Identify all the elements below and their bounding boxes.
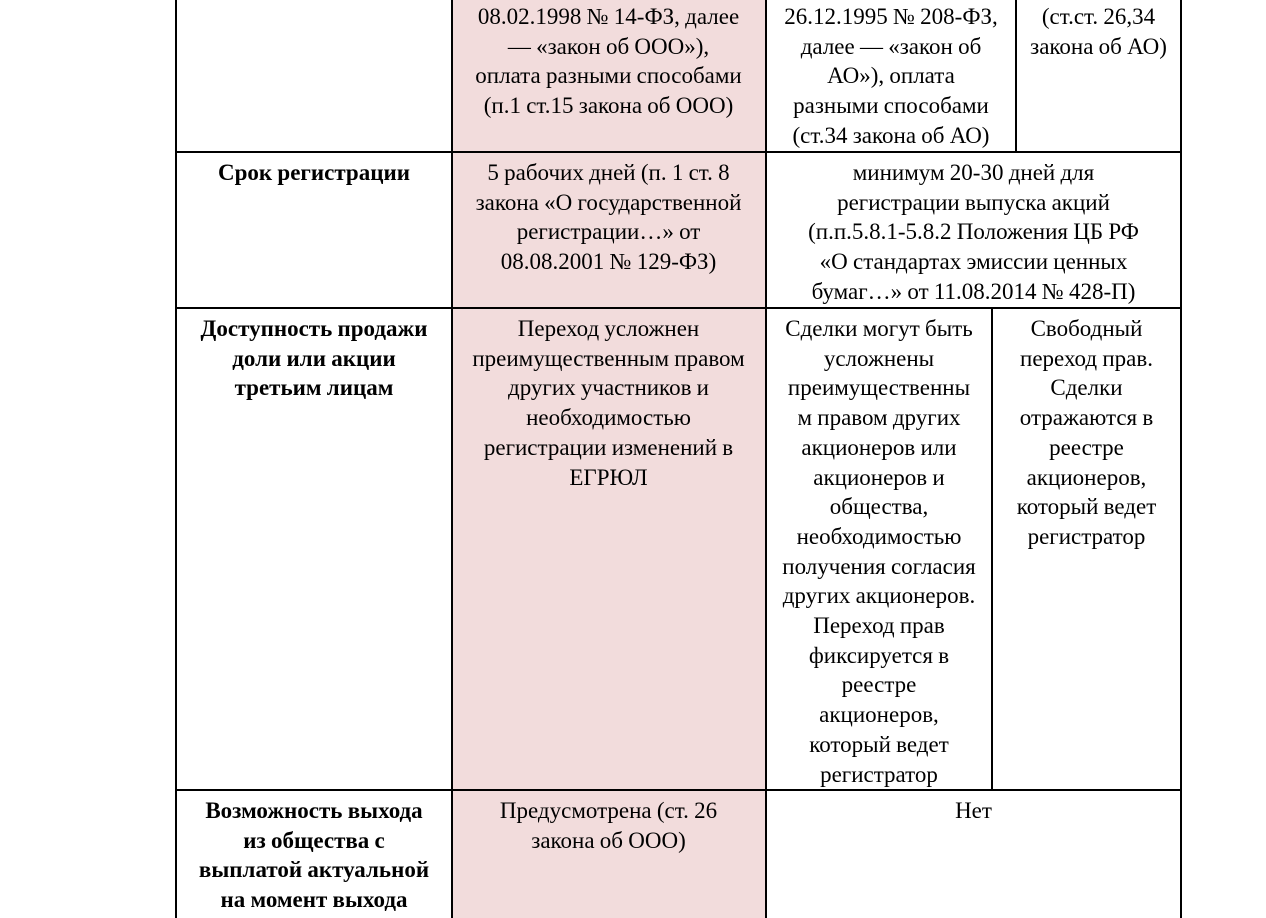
law-ao-public-cell (766, 2, 1016, 151)
text-line: закона об АО) (1030, 33, 1167, 59)
text-line: бумаг…» от 11.08.2014 № 428-П) (811, 278, 1136, 304)
text-line: необходимостью (796, 523, 962, 549)
text-line: м правом других (797, 405, 961, 431)
row-divider-3 (175, 789, 1182, 791)
text-line: закона «О государственной (475, 189, 742, 215)
text-line: 26.12.1995 № 208-ФЗ, (784, 4, 998, 29)
row-heading: Возможность выхода (205, 798, 423, 823)
text-line: Переход усложнен (517, 316, 700, 341)
text-line: Переход прав (813, 613, 945, 639)
row-heading: Доступность продажи (200, 316, 428, 341)
text-line: (ст.34 закона об АО) (792, 122, 990, 148)
text-line: (п.1 ст.15 закона об ООО) (483, 93, 734, 119)
text-line: преимущественны (787, 375, 971, 401)
text-line: Сделки (1050, 375, 1123, 401)
text-line: акционеров, (1026, 464, 1147, 490)
text-line: регистратор (1027, 523, 1146, 549)
registration-ooo-cell (452, 158, 765, 277)
row-heading: из общества с (243, 827, 385, 853)
text-line: отражаются в (1019, 405, 1154, 431)
text-line: других участников и (508, 375, 709, 401)
text-line: регистратор (820, 761, 938, 787)
row-divider-1 (175, 151, 1182, 153)
text-line: других акционеров. (782, 583, 976, 609)
text-line: (п.п.5.8.1-5.8.2 Положения ЦБ РФ (808, 219, 1139, 245)
text-line: Нет (955, 798, 992, 823)
text-line: общества, (829, 494, 929, 520)
text-line: — «закон об ООО»), (507, 33, 710, 59)
text-line: который ведет (809, 731, 949, 757)
row-heading: доли или акции (232, 345, 396, 371)
text-line: акционеров, (819, 702, 939, 728)
text-line: минимум 20-30 дней для (852, 160, 1095, 185)
text-line: фиксируется в (808, 642, 950, 668)
row-heading: на момент выхода (220, 887, 408, 913)
row-divider-2 (175, 307, 1182, 309)
row-heading: выплатой актуальной (198, 857, 430, 883)
text-line: получения согласия (782, 553, 976, 579)
text-line: Предусмотрена (ст. 26 (499, 798, 718, 823)
text-line: «О стандартах эмиссии ценных (819, 249, 1128, 275)
law-ao-nonpublic-cell (1016, 2, 1181, 61)
text-line: необходимостью (526, 405, 691, 431)
text-line: 08.02.1998 № 14-ФЗ, далее (477, 4, 740, 29)
text-line: преимущественным правом (472, 345, 745, 371)
text-line: регистрации изменений в (483, 434, 734, 460)
transfer-ao-public-cell (766, 314, 992, 789)
row-heading: третьим лицам (234, 375, 394, 401)
transfer-ooo-cell (452, 314, 765, 492)
text-line: усложнены (823, 345, 935, 371)
text-line: 5 рабочих дней (п. 1 ст. 8 (487, 160, 730, 185)
row-heading: Срок регистрации (218, 160, 410, 185)
text-line: регистрации выпуска акций (837, 189, 1110, 215)
text-line: АО»), оплата (827, 63, 955, 89)
registration-header (176, 158, 452, 188)
text-line: Сделки могут быть (785, 316, 973, 341)
table-border-left (175, 0, 177, 918)
text-line: оплата разными способами (475, 63, 742, 89)
exit-ao-cell (766, 796, 1181, 826)
text-line: переход прав. (1020, 345, 1153, 371)
exit-header (176, 796, 452, 915)
registration-ao-cell (766, 158, 1181, 307)
text-line: акционеров или (801, 434, 957, 460)
text-line: закона об ООО) (531, 827, 686, 853)
exit-ooo-cell (452, 796, 765, 855)
text-line: разными способами (793, 93, 989, 119)
text-line: 08.08.2001 № 129-ФЗ) (500, 249, 717, 275)
text-line: ЕГРЮЛ (569, 464, 648, 490)
text-line: акционеров и (813, 464, 945, 490)
law-ooo-cell (452, 2, 765, 121)
text-line: реестре (1049, 434, 1124, 460)
transfer-ao-nonpublic-cell (992, 314, 1181, 552)
text-line: который ведет (1016, 494, 1157, 520)
text-line: далее — «закон об (800, 33, 982, 59)
text-line: регистрации…» от (516, 219, 701, 245)
text-line: реестре (841, 672, 917, 698)
text-line: (ст.ст. 26,34 (1041, 4, 1156, 29)
transfer-header (176, 314, 452, 403)
text-line: Свободный (1030, 316, 1143, 341)
